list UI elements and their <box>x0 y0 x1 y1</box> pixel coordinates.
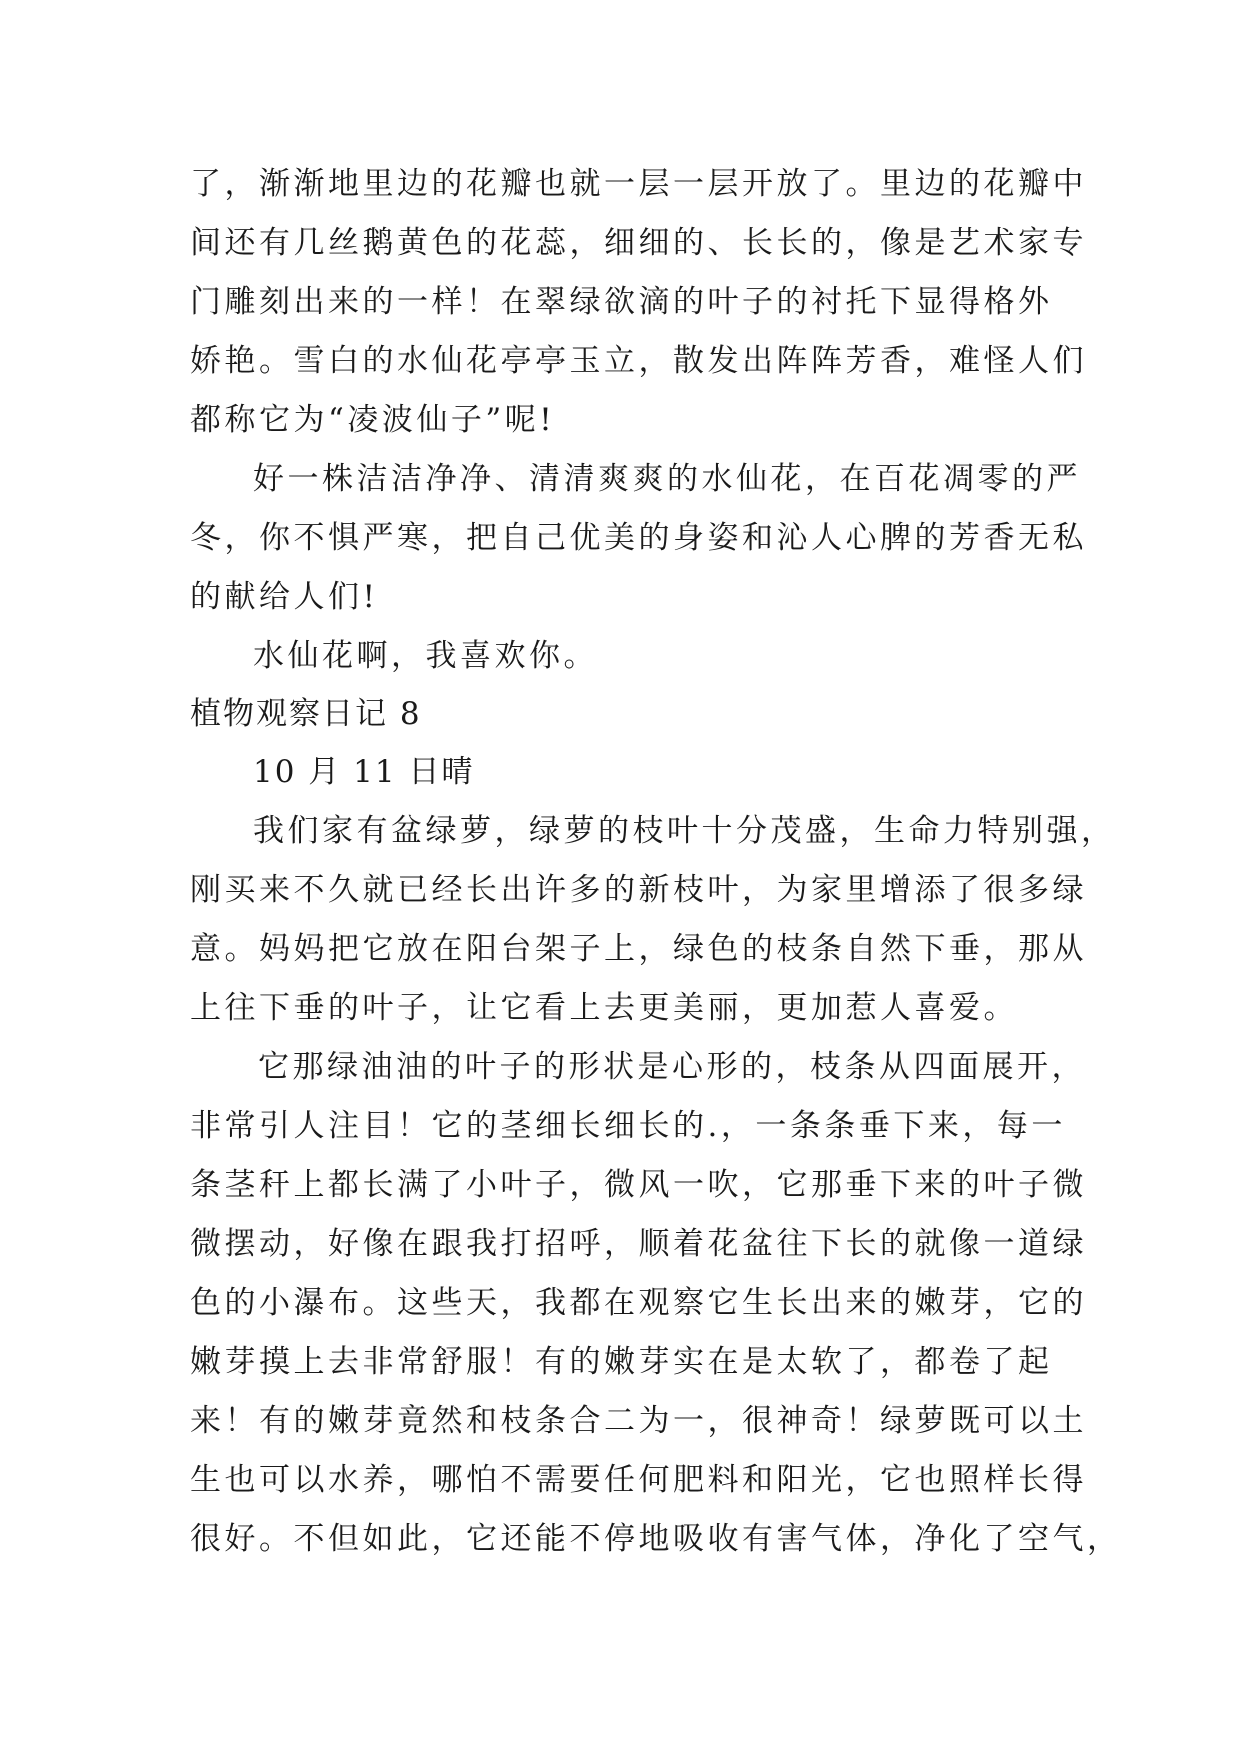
paragraph-line: 的献给人们! <box>190 579 379 615</box>
paragraph-line: 我们家有盆绿萝，绿萝的枝叶十分茂盛，生命力特别强， <box>253 813 1116 849</box>
paragraph-line: 了，渐渐地里边的花瓣也就一层一层开放了。里边的花瓣中 <box>190 166 1087 202</box>
paragraph-line: 很好。不但如此，它还能不停地吸收有害气体，净化了空气， <box>190 1521 1122 1557</box>
paragraph-line: 门雕刻出来的一样！在翠绿欲滴的叶子的衬托下显得格外 <box>190 284 1053 320</box>
paragraph-line: 条茎秆上都长满了小叶子，微风一吹，它那垂下来的叶子微 <box>190 1167 1087 1203</box>
section-title: 植物观察日记 8 <box>190 696 422 732</box>
paragraph-line: 上往下垂的叶子，让它看上去更美丽，更加惹人喜爱。 <box>190 990 1018 1026</box>
paragraph-line: 色的小瀑布。这些天，我都在观察它生长出来的嫩芽，它的 <box>190 1285 1087 1321</box>
paragraph-line: 它那绿油油的叶子的形状是心形的，枝条从四面展开， <box>258 1049 1086 1085</box>
paragraph-line: 嫩芽摸上去非常舒服！有的嫩芽实在是太软了，都卷了起 <box>190 1344 1053 1380</box>
date-line: 10 月 11 日晴 <box>253 754 475 790</box>
paragraph-line: 非常引人注目！它的茎细长细长的.，一条条垂下来，每一 <box>190 1108 1066 1144</box>
paragraph-line: 间还有几丝鹅黄色的花蕊，细细的、长长的，像是艺术家专 <box>190 225 1087 261</box>
paragraph-line: 水仙花啊，我喜欢你。 <box>253 638 598 674</box>
paragraph-line: 好一株洁洁净净、清清爽爽的水仙花，在百花凋零的严 <box>253 461 1081 497</box>
paragraph-line: 冬，你不惧严寒，把自己优美的身姿和沁人心脾的芳香无私 <box>190 520 1087 556</box>
paragraph-line: 刚买来不久就已经长出许多的新枝叶，为家里增添了很多绿 <box>190 872 1087 908</box>
paragraph-line: 都称它为“凌波仙子”呢! <box>190 402 556 438</box>
paragraph-line: 意。妈妈把它放在阳台架子上，绿色的枝条自然下垂，那从 <box>190 931 1087 967</box>
paragraph-line: 生也可以水养，哪怕不需要任何肥料和阳光，它也照样长得 <box>190 1462 1087 1498</box>
paragraph-line: 来！有的嫩芽竟然和枝条合二为一，很神奇！绿萝既可以土 <box>190 1403 1087 1439</box>
paragraph-line: 娇艳。雪白的水仙花亭亭玉立，散发出阵阵芳香，难怪人们 <box>190 343 1087 379</box>
paragraph-line: 微摆动，好像在跟我打招呼，顺着花盆往下长的就像一道绿 <box>190 1226 1087 1262</box>
